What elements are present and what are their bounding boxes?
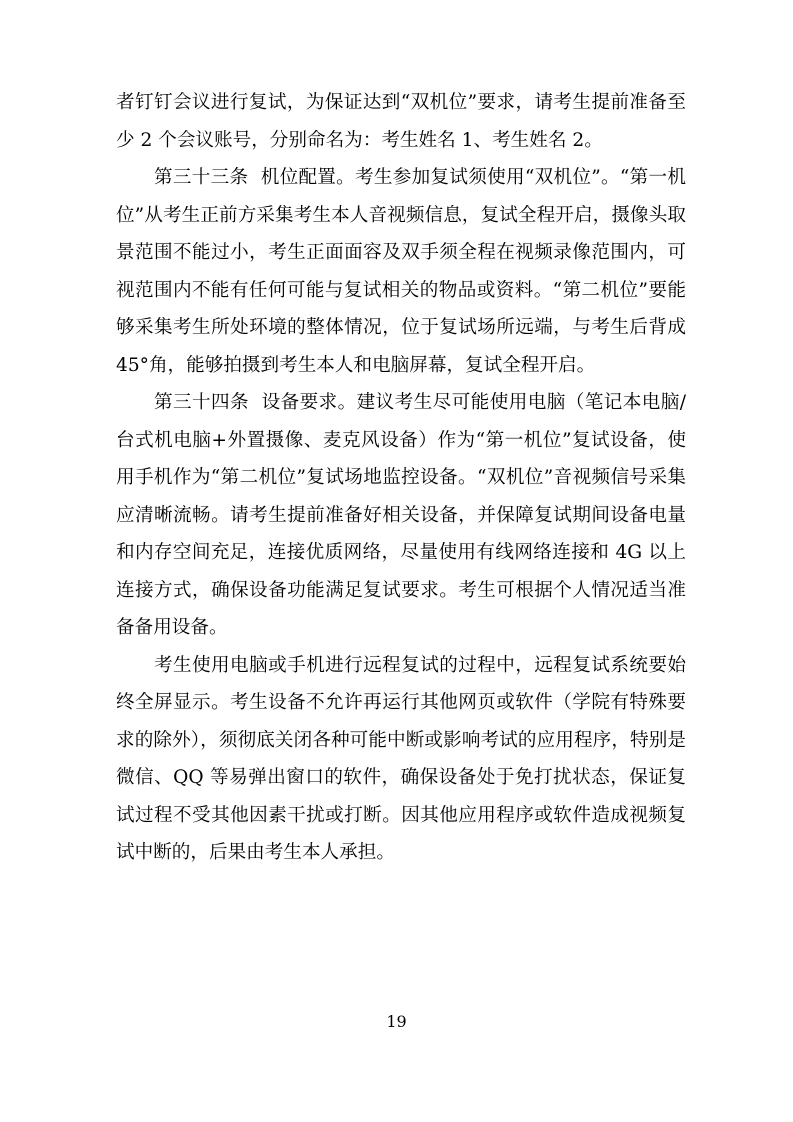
paragraph: 考生使用电脑或手机进行远程复试的过程中，远程复试系统要始终全屏显示。考生设备不允许再运行其他网页或软件（学院有特殊要求的除外），须彻底关闭各种可能中断或影响考试的应用程序，特别是微信、QQ 等易弹出窗口的软件，确保设备处于免打扰状态，保证复试过程不受其他因素干扰或打断。因其他应用程序或软件造成视频复试中断的，后果由考生本人承担。 xyxy=(116,654,686,863)
paragraph: 第三十四条 设备要求。建议考生尽可能使用电脑（笔记本电脑/台式机电脑+外置摄像、麦克风设备）作为“第一机位”复试设备，使用手机作为“第二机位”复试场地监控设备。“双机位”音视频信号采集应清晰流畅。请考生提前准备好相关设备，并保障复试期间设备电量和内存空间充足，连接优质网络，尽量使用有线网络连接和 4G 以上连接方式，确保设备功能满足复试要求。考生可根据个人情况适当准备备用设备。 xyxy=(116,392,686,638)
page-number: 19 xyxy=(386,1012,407,1031)
page-body xyxy=(116,84,692,872)
paragraph: 第三十三条 机位配置。考生参加复试须使用“双机位”。“第一机位”从考生正前方采集考生本人音视频信息，复试全程开启，摄像头取景范围不能过小，考生正面面容及双手须全程在视频录像范围内，可视范围内不能有任何可能与复试相关的物品或资料。“第二机位”要能够采集考生所处环境的整体情况，位于复试场所远端，与考生后背成 45°角，能够拍摄到考生本人和电脑屏幕，复试全程开启。 xyxy=(116,167,692,376)
paragraph: 者钉钉会议进行复试，为保证达到“双机位”要求，请考生提前准备至少 2 个会议账号，分别命名为：考生姓名 1、考生姓名 2。 xyxy=(116,92,686,151)
